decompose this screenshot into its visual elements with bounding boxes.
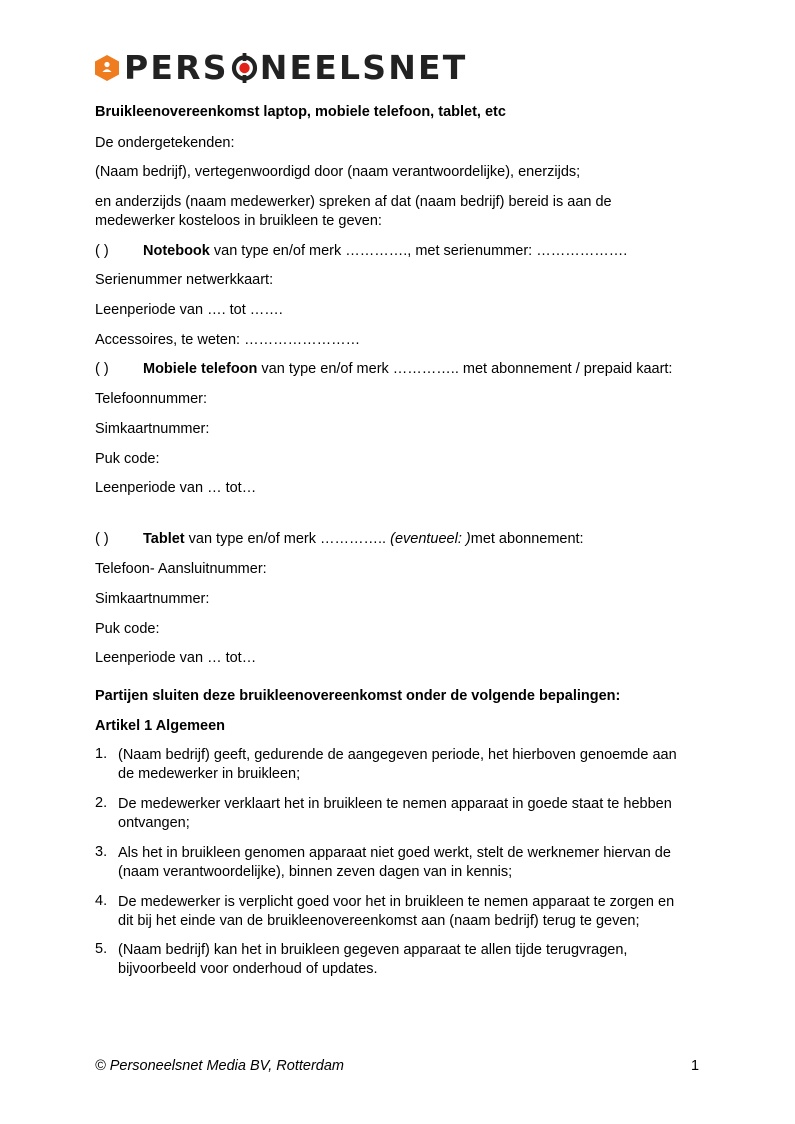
parties-heading: Partijen sluiten deze bruikleenovereenkomst onder de volgende bepalingen: [95, 688, 621, 704]
list-item-line-1: (Naam bedrijf) geeft, gedurende de aangegeven periode, het hierboven genoemde aan [118, 747, 677, 763]
notebook-accessories: Accessoires, te weten: …………………… [95, 332, 361, 348]
logo-text-start: PERS [124, 48, 229, 87]
list-item-number: 1. [95, 746, 108, 762]
notebook-text: van type en/of merk …………., met serienummer: ………………. [209, 243, 628, 259]
tablet-text: van type en/of merk ………….. [184, 531, 391, 547]
logo-text-end: NEELSNET [259, 48, 468, 87]
phone-checkbox[interactable]: ( ) [95, 361, 109, 377]
list-item-number: 2. [95, 795, 108, 811]
tablet-optional: (eventueel: ) [390, 531, 471, 547]
notebook-label: Notebook [143, 243, 210, 259]
document-title: Bruikleenovereenkomst laptop, mobiele telefoon, tablet, etc [95, 104, 506, 120]
article-1-heading: Artikel 1 Algemeen [95, 718, 226, 734]
party-one-text: (Naam bedrijf), vertegenwoordigd door (naam verantwoordelijke), enerzijds; [95, 164, 581, 180]
list-item-number: 4. [95, 893, 108, 909]
list-item-line-2: (naam verantwoordelijke), binnen zeven dagen van in kennis; [118, 864, 513, 880]
list-item-number: 5. [95, 941, 108, 957]
list-item-line-2: ontvangen; [118, 815, 190, 831]
tablet-label: Tablet [143, 531, 185, 547]
tablet-text-after: met abonnement: [470, 531, 584, 547]
phone-period: Leenperiode van … tot… [95, 480, 257, 496]
tablet-puk: Puk code: [95, 621, 160, 637]
notebook-period: Leenperiode van …. tot ……. [95, 302, 283, 318]
list-item-line-2: bijvoorbeeld voor onderhoud of updates. [118, 961, 378, 977]
tablet-period: Leenperiode van … tot… [95, 650, 257, 666]
tablet-sim: Simkaartnummer: [95, 591, 210, 607]
list-item-line-1: De medewerker is verplicht goed voor het in bruikleen te nemen apparaat te zorgen en [118, 894, 675, 910]
list-item-line-2: dit bij het einde van de bruikleenovereenkomst aan (naam bedrijf) terug te geven; [118, 913, 640, 929]
list-item-number: 3. [95, 844, 108, 860]
hexagon-person-icon [95, 55, 119, 81]
party-two-line-2: medewerker kosteloos in bruikleen te geven: [95, 213, 382, 229]
tablet-number: Telefoon- Aansluitnummer: [95, 561, 267, 577]
notebook-line [95, 242, 627, 260]
notebook-nic-serial: Serienummer netwerkkaart: [95, 272, 274, 288]
party-two-line-1: en anderzijds (naam medewerker) spreken af dat (naam bedrijf) bereid is aan de [95, 194, 612, 210]
phone-label: Mobiele telefoon [143, 361, 258, 377]
undersigned-text: De ondergetekenden: [95, 135, 235, 151]
phone-number: Telefoonnummer: [95, 391, 208, 407]
phone-sim: Simkaartnummer: [95, 421, 210, 437]
personeelsnet-logo [95, 50, 468, 86]
list-item-line-1: Als het in bruikleen genomen apparaat niet goed werkt, stelt de werknemer hiervan de [118, 845, 671, 861]
logo-target-icon [231, 53, 258, 83]
notebook-checkbox[interactable]: ( ) [95, 243, 109, 259]
tablet-line [95, 530, 584, 548]
phone-line [95, 360, 672, 378]
list-item-line-1: (Naam bedrijf) kan het in bruikleen gegeven apparaat te allen tijde terugvragen, [118, 942, 628, 958]
footer-copyright: © Personeelsnet Media BV, Rotterdam [95, 1058, 344, 1074]
list-item-line-1: De medewerker verklaart het in bruikleen te nemen apparaat in goede staat te hebben [118, 796, 672, 812]
tablet-checkbox[interactable]: ( ) [95, 531, 109, 547]
phone-text: van type en/of merk ………….. met abonnement / prepaid kaart: [257, 361, 673, 377]
page-number: 1 [691, 1058, 700, 1074]
list-item-line-2: de medewerker in bruikleen; [118, 766, 301, 782]
phone-puk: Puk code: [95, 451, 160, 467]
